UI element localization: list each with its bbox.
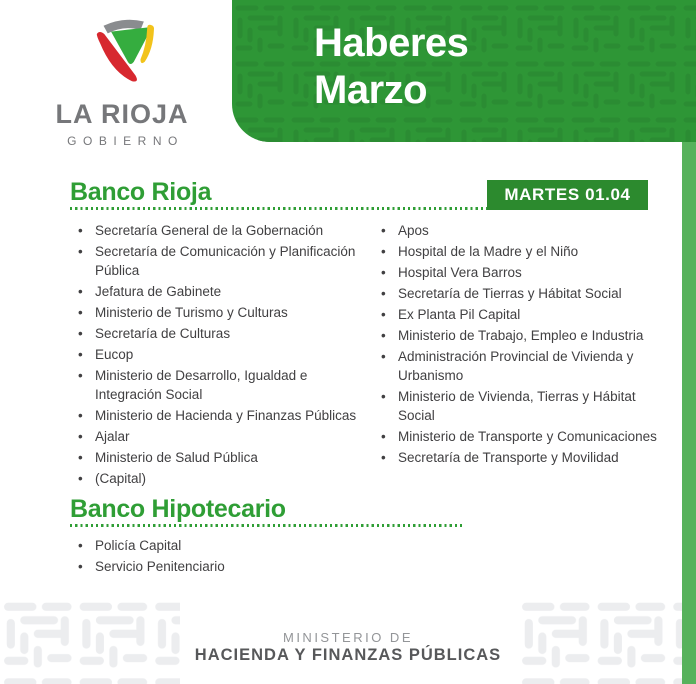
list-item	[70, 536, 470, 555]
banco-rioja-list-right	[373, 221, 662, 490]
banco-rioja-lists	[70, 221, 662, 490]
list-item-label: Ministerio de Vivienda, Tierras y Hábitat Social	[398, 389, 636, 423]
bullet-icon: •	[381, 389, 386, 404]
list-item-label: Policía Capital	[95, 538, 182, 553]
section-title-banco-rioja: Banco Rioja	[70, 178, 212, 206]
bullet-icon: •	[381, 307, 386, 322]
list-item	[70, 242, 373, 280]
list-item	[70, 469, 373, 488]
date-badge: MARTES 01.04	[487, 180, 648, 210]
list-item	[373, 221, 662, 240]
list-item	[70, 282, 373, 301]
list-item	[373, 387, 662, 425]
list-item-label: Jefatura de Gabinete	[95, 284, 222, 299]
bullet-icon: •	[78, 450, 83, 465]
bullet-icon: •	[78, 538, 83, 553]
banco-hipotecario-list	[70, 536, 470, 578]
list-item	[70, 221, 373, 240]
list-item-label: Servicio Penitenciario	[95, 559, 225, 574]
dotted-divider	[70, 524, 465, 527]
list-item	[70, 324, 373, 343]
page-title-line2: Marzo	[314, 68, 428, 112]
brand-subtitle: GOBIERNO	[67, 134, 184, 148]
bullet-icon: •	[78, 429, 83, 444]
list-item-label: Eucop	[95, 347, 134, 362]
list-item-label: Ministerio de Transporte y Comunicaciones	[398, 429, 657, 444]
bullet-icon: •	[78, 347, 83, 362]
bullet-icon: •	[381, 328, 386, 343]
list-item-label: (Capital)	[95, 471, 147, 486]
list-item-label: Ministerio de Hacienda y Finanzas Públicas	[95, 408, 357, 423]
list-item-label: Secretaría de Transporte y Movilidad	[398, 450, 619, 465]
banco-rioja-list-left	[70, 221, 373, 490]
list-item-label: Ex Planta Pil Capital	[398, 307, 521, 322]
list-item	[373, 263, 662, 282]
list-item	[373, 427, 662, 446]
list-item	[70, 303, 373, 322]
list-item-label: Ministerio de Turismo y Culturas	[95, 305, 288, 320]
bullet-icon: •	[78, 284, 83, 299]
page-title-line1: Haberes	[314, 21, 469, 65]
list-item-label: Ministerio de Salud Pública	[95, 450, 258, 465]
footer-line1: MINISTERIO DE	[282, 630, 413, 645]
list-item	[373, 347, 662, 385]
list-item-label: Secretaría de Culturas	[95, 326, 231, 341]
page-title	[314, 20, 468, 114]
la-rioja-logo-mark-icon	[80, 14, 164, 98]
list-item	[373, 326, 662, 345]
list-item-label: Secretaría de Tierras y Hábitat Social	[398, 286, 622, 301]
bullet-icon: •	[381, 223, 386, 238]
list-item-label: Hospital Vera Barros	[398, 265, 522, 280]
list-item-label: Secretaría General de la Gobernación	[95, 223, 324, 238]
bullet-icon: •	[78, 326, 83, 341]
bullet-icon: •	[78, 244, 83, 259]
list-item-label: Hospital de la Madre y el Niño	[398, 244, 579, 259]
brand-name: LA RIOJA	[55, 99, 189, 129]
bullet-icon: •	[381, 450, 386, 465]
list-item	[70, 345, 373, 364]
bullet-icon: •	[381, 429, 386, 444]
list-item	[70, 448, 373, 467]
bullet-icon: •	[381, 349, 386, 364]
list-item-label: Apos	[398, 223, 429, 238]
list-item-label: Ministerio de Desarrollo, Igualdad e Integración Social	[95, 368, 308, 402]
side-accent-strip	[682, 142, 696, 684]
list-item	[373, 448, 662, 467]
list-item	[373, 242, 662, 261]
bullet-icon: •	[78, 559, 83, 574]
footer-line2: HACIENDA Y FINANZAS PÚBLICAS	[194, 646, 502, 664]
bullet-icon: •	[78, 305, 83, 320]
la-rioja-logo	[38, 14, 206, 148]
list-item-label: Ministerio de Trabajo, Empleo e Industria	[398, 328, 644, 343]
header-banner	[232, 0, 696, 142]
list-item-label: Ajalar	[95, 429, 130, 444]
bullet-icon: •	[381, 244, 386, 259]
bullet-icon: •	[381, 286, 386, 301]
list-item	[70, 427, 373, 446]
bullet-icon: •	[78, 368, 83, 383]
list-item-label: Administración Provincial de Vivienda y Urbanismo	[398, 349, 634, 383]
bullet-icon: •	[78, 408, 83, 423]
list-item-label: Secretaría de Comunicación y Planificación Pública	[95, 244, 356, 278]
list-item	[70, 557, 470, 576]
list-item	[373, 305, 662, 324]
bullet-icon: •	[78, 223, 83, 238]
bullet-icon: •	[381, 265, 386, 280]
footer-ministry	[0, 630, 696, 665]
list-item	[70, 366, 373, 404]
section-title-banco-hipotecario: Banco Hipotecario	[70, 495, 286, 523]
bullet-icon: •	[78, 471, 83, 486]
list-item	[373, 284, 662, 303]
list-item	[70, 406, 373, 425]
